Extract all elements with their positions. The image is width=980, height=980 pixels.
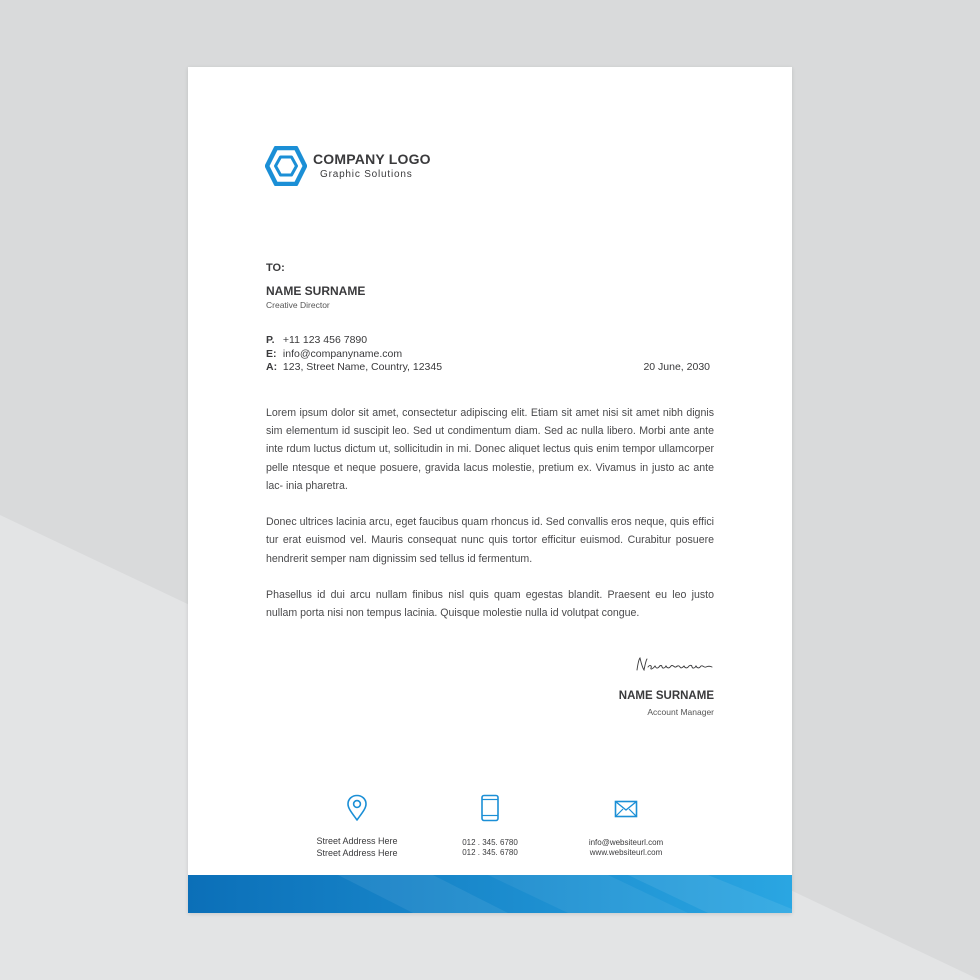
address-value: 123, Street Name, Country, 12345 [282, 361, 443, 373]
letterhead-page [188, 67, 792, 913]
body-paragraph: Phasellus id dui arcu nullam finibus nisl quis quam egestas blandit. Praesent eu leo justo nullam porta nisi non tempus lacinia. Quisque molestie nulla id volutpat congue. [266, 589, 714, 620]
footer-address-line2: Street Address Here [316, 848, 398, 858]
body-paragraph: Donec ultrices lacinia arcu, eget faucibus quam rhoncus id. Sed convallis eros neque, quis effici tur erat euismod vel. Mauris consequat nunc quis tortor efficitur euismod. Curabitur posuere hendrerit semper nam dignissim sed tellus id fermentum. [266, 516, 714, 565]
company-tagline: Graphic Solutions [320, 169, 413, 180]
contact-email-row [266, 348, 442, 362]
location-pin-icon [346, 794, 368, 822]
footer-phone [425, 794, 555, 857]
smartphone-icon [480, 794, 500, 822]
company-logo [265, 146, 431, 186]
hexagon-logo-icon [265, 146, 307, 186]
footer-email: info@websiteurl.com [588, 838, 664, 847]
company-name: COMPANY LOGO [313, 151, 431, 167]
footer-web [561, 794, 691, 857]
contact-phone-row [266, 334, 442, 348]
footer-address-line1: Street Address Here [316, 836, 398, 846]
sender-name: NAME SURNAME [618, 690, 714, 702]
recipient-name: NAME SURNAME [266, 284, 366, 298]
contact-address-row [266, 361, 442, 375]
contact-details [266, 334, 442, 375]
email-value: info@companyname.com [282, 347, 403, 360]
letter-body [266, 404, 714, 641]
letter-date: 20 June, 2030 [643, 361, 710, 373]
handwritten-signature [634, 653, 714, 677]
footer-phone-line1: 012 . 345. 6780 [462, 838, 518, 847]
envelope-icon [614, 800, 638, 818]
body-paragraph: Lorem ipsum dolor sit amet, consectetur adipiscing elit. Etiam sit amet nisi sit amet nibh dignis sim elementum id suscipit leo. Sed ut condimentum diam. Sed ac nulla libero. Morbi ante ante inte rdum luctus dictum ut, sollicitudin in mi. Donec aliquet lectus quis enim tempor ullamcorper pelle ntesque et neque posuere, gravida lacus molestie, pretium ex. Vivamus in justo ac ante lac- inia pharetra. [266, 407, 714, 492]
footer-phone-line2: 012 . 345. 6780 [462, 847, 518, 857]
phone-value: +11 123 456 7890 [282, 334, 368, 346]
to-label: TO: [266, 262, 285, 274]
footer-band [188, 875, 792, 913]
recipient-role: Creative Director [266, 300, 330, 310]
phone-key: P. [266, 334, 275, 346]
email-key: E: [266, 347, 277, 360]
address-key: A: [266, 361, 278, 373]
sender-role: Account Manager [647, 707, 714, 717]
footer-website: www.websiteurl.com [589, 847, 663, 857]
footer-address [292, 794, 422, 859]
